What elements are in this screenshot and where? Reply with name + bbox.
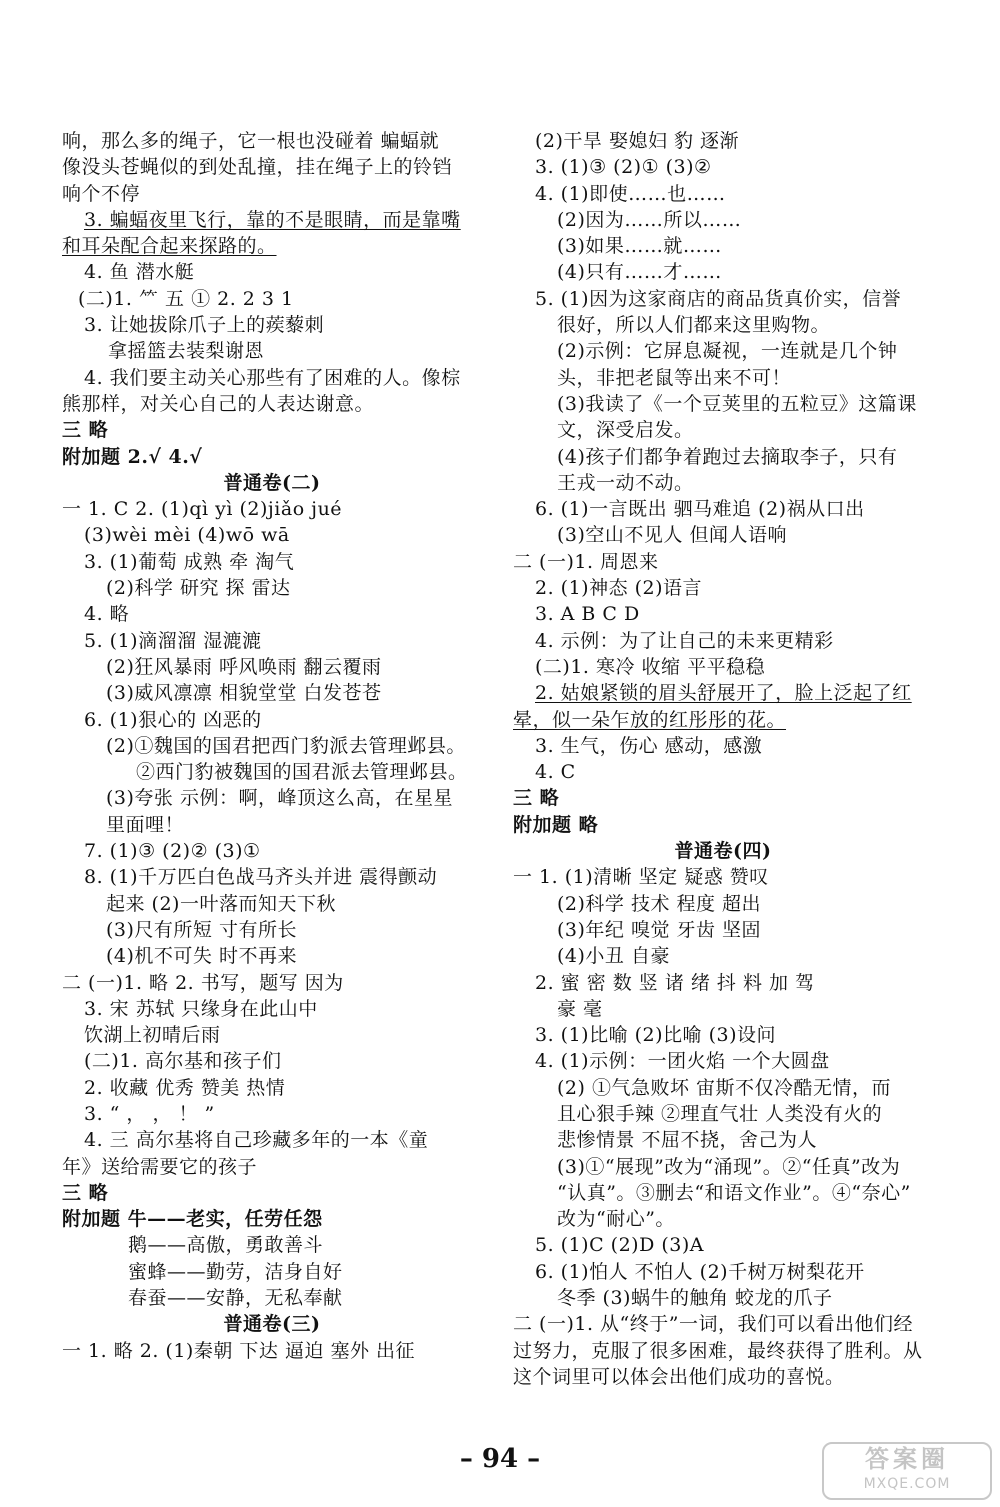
- answer-text: 改为“耐心”。: [557, 1208, 675, 1231]
- answer-text: (二)1. 高尔基和孩子们: [84, 1050, 282, 1073]
- answer-text: 3. “ ， ， ！ ”: [84, 1102, 215, 1125]
- answer-line: [513, 680, 933, 706]
- answer-line: [62, 1180, 482, 1206]
- answer-line: [513, 522, 933, 548]
- answer-text: (4)机不可失 时不再来: [106, 945, 297, 968]
- answer-text: (3)威风凛凛 相貌堂堂 白发苍苍: [106, 682, 382, 705]
- answer-text: 拿摇篮去装梨谢恩: [108, 340, 265, 363]
- answer-line: [513, 1232, 933, 1258]
- answer-text: (2)科学 研究 探 雷达: [106, 577, 291, 600]
- answer-line: [62, 654, 482, 680]
- answer-line: [513, 1127, 933, 1153]
- answer-text: 附加题 牛——老实，任劳任怨: [62, 1208, 323, 1231]
- answer-line: [513, 496, 933, 522]
- answer-text: (4)小丑 自豪: [557, 945, 670, 968]
- answer-line: [513, 1075, 933, 1101]
- answer-text: 悲惨情景 不屈不挠，舍己为人: [557, 1129, 818, 1152]
- answer-text: (2)狂风暴雨 呼风唤雨 翻云覆雨: [106, 655, 382, 678]
- answer-text: 三 略: [513, 787, 560, 810]
- answer-text: 年》送给需要它的孩子: [62, 1155, 258, 1178]
- answer-line: [513, 338, 933, 364]
- answer-line: [513, 128, 933, 154]
- answer-line: [62, 970, 482, 996]
- answer-line: [513, 1154, 933, 1180]
- answer-text: 4. C: [535, 761, 576, 784]
- answer-text: 4. 我们要主动关心那些有了困难的人。像棕: [84, 366, 461, 389]
- answer-text: 二 (一)1. 略 2. 书写，题写 因为: [62, 971, 344, 994]
- answer-text: (2)科学 技术 程度 超出: [557, 892, 762, 915]
- answer-line: [62, 181, 482, 207]
- answer-line: [62, 312, 482, 338]
- answer-text: 鹅——高傲，勇敢善斗: [128, 1234, 324, 1257]
- answer-line: [62, 707, 482, 733]
- answer-text: 4. 示例：为了让自己的未来更精彩: [535, 629, 834, 652]
- answer-line: [513, 707, 933, 733]
- answer-line: [62, 522, 482, 548]
- answer-text: (2)示例：它屏息凝视，一连就是几个钟: [557, 340, 898, 363]
- answer-text: 5. (1)滴溜溜 湿漉漉: [84, 629, 262, 652]
- answer-line: [62, 417, 482, 443]
- answer-line: [62, 812, 482, 838]
- answer-text: 三 略: [62, 419, 109, 442]
- answer-line: [62, 259, 482, 285]
- answer-text: 饮湖上初晴后雨: [84, 1024, 221, 1047]
- answer-text: 像没头苍蝇似的到处乱撞，挂在绳子上的铃铛: [62, 156, 453, 179]
- answer-line: [62, 785, 482, 811]
- answer-text: 二 (一)1. 从“终于”一词，我们可以看出他们经: [513, 1313, 913, 1336]
- answer-line: [62, 1075, 482, 1101]
- answer-text: (二)1. 寒冷 收缩 平平稳稳: [535, 655, 766, 678]
- section-heading: [62, 470, 482, 496]
- answer-line: [513, 864, 933, 890]
- answer-text: (4)只有……才……: [557, 261, 722, 284]
- answer-line: [513, 1338, 933, 1364]
- answer-line: [62, 575, 482, 601]
- answer-text: 很好，所以人们都来这里购物。: [557, 314, 831, 337]
- left-answer-column: [62, 128, 482, 1364]
- answer-text: “认真”。③删去“和语文作业”。④“奈心”: [557, 1181, 911, 1204]
- answer-line: [62, 943, 482, 969]
- answer-line: [513, 470, 933, 496]
- answer-text: 熊那样，对关心自己的人表达谢意。: [62, 392, 375, 415]
- answer-line: [513, 996, 933, 1022]
- answer-line: [62, 1206, 482, 1232]
- answer-line: [62, 444, 482, 470]
- answer-line: [62, 917, 482, 943]
- answer-text: 文，深受启发。: [557, 419, 694, 442]
- section-heading-text: 普通卷(三): [223, 1313, 321, 1336]
- answer-text: 附加题 略: [513, 813, 599, 836]
- answer-text: 3. (1)比喻 (2)比喻 (3)设问: [535, 1024, 776, 1047]
- answer-text: (4)孩子们都争着跑过去摘取李子，只有: [557, 445, 898, 468]
- answer-text: (2) ①气急败坏 宙斯不仅冷酷无情，而: [557, 1076, 891, 1099]
- answer-line: [62, 1127, 482, 1153]
- answer-text: 6. (1)狠心的 凶恶的: [84, 708, 262, 731]
- answer-text: 附加题 2.√ 4.√: [62, 445, 203, 468]
- answer-line: [62, 628, 482, 654]
- answer-line: [513, 1259, 933, 1285]
- section-heading: [513, 838, 933, 864]
- answer-line: [513, 628, 933, 654]
- answer-text: 4. (1)即使……也……: [535, 182, 726, 205]
- answer-text: 二 (一)1. 周恩来: [513, 550, 659, 573]
- answer-line: [513, 391, 933, 417]
- answer-text: (3)年纪 嗅觉 牙齿 坚固: [557, 918, 762, 941]
- answer-text: (3)夸张 示例：啊，峰顶这么高，在星星: [106, 787, 453, 810]
- answer-line: [513, 1206, 933, 1232]
- answer-line: [62, 680, 482, 706]
- answer-line: [513, 601, 933, 627]
- answer-line: [513, 943, 933, 969]
- answer-text: ②西门豹被魏国的国君派去管理邺县。: [136, 761, 468, 784]
- answer-line: [62, 549, 482, 575]
- answer-line: [62, 338, 482, 364]
- answer-text: 3. 宋 苏轼 只缘身在此山中: [84, 997, 318, 1020]
- answer-text: 一 1. (1)清晰 坚定 疑惑 赞叹: [513, 866, 769, 889]
- answer-text: 3. (1)葡萄 成熟 牵 淘气: [84, 550, 295, 573]
- answer-line: [513, 759, 933, 785]
- answer-text: 响个不停: [62, 182, 141, 205]
- answer-text: (3)①“展现”改为“涌现”。②“任真”改为: [557, 1155, 901, 1178]
- answer-line: [513, 154, 933, 180]
- answer-line: [513, 1311, 933, 1337]
- answer-line: [513, 207, 933, 233]
- answer-line: [513, 286, 933, 312]
- answer-text: 晕，似一朵乍放的红彤彤的花。: [513, 708, 787, 731]
- section-heading: [62, 1311, 482, 1337]
- answer-text: (3)如果……就……: [557, 235, 722, 258]
- answer-line: [513, 1022, 933, 1048]
- answer-text: 3. (1)③ (2)① (3)②: [535, 156, 712, 179]
- answer-text: 2. 蜜 密 数 竖 诸 绪 抖 料 加 驾: [535, 971, 815, 994]
- answer-text: 3. A B C D: [535, 603, 640, 626]
- answer-text: (3)我读了《一个豆荚里的五粒豆》这篇课: [557, 392, 917, 415]
- answer-line: [513, 312, 933, 338]
- answer-text: 三 略: [62, 1181, 109, 1204]
- answer-line: [62, 838, 482, 864]
- answer-text: 6. (1)怕人 不怕人 (2)千树万树梨花开: [535, 1260, 865, 1283]
- answer-text: 2. 收藏 优秀 赞美 热情: [84, 1076, 286, 1099]
- answer-line: [62, 864, 482, 890]
- answer-line: [62, 601, 482, 627]
- section-heading-text: 普通卷(二): [223, 471, 321, 494]
- answer-line: [513, 970, 933, 996]
- answer-line: [513, 444, 933, 470]
- answer-line: [62, 154, 482, 180]
- answer-text: 4. 三 高尔基将自己珍藏多年的一本《童: [84, 1129, 429, 1152]
- page-number: – 94 –: [459, 1444, 541, 1474]
- answer-text: 过努力，克服了很多困难，最终获得了胜利。从: [513, 1339, 923, 1362]
- answer-line: [62, 1338, 482, 1364]
- answer-line: [513, 417, 933, 443]
- answer-text: 和耳朵配合起来探路的。: [62, 235, 277, 258]
- watermark-title: 答案圈: [865, 1445, 949, 1473]
- answer-line: [513, 181, 933, 207]
- answer-text: 响，那么多的绳子，它一根也没碰着 蝙蝠就: [62, 130, 440, 152]
- answer-text: 6. (1)一言既出 驷马难追 (2)祸从口出: [535, 498, 865, 521]
- answer-line: [62, 891, 482, 917]
- answer-text: 一 1. C 2. (1)qì yì (2)jiǎo jué: [62, 498, 343, 521]
- answer-text: 5. (1)C (2)D (3)A: [535, 1234, 704, 1257]
- answer-line: [62, 286, 482, 312]
- answer-line: [513, 1101, 933, 1127]
- answer-line: [62, 759, 482, 785]
- answer-line: [62, 1022, 482, 1048]
- answer-text: 冬季 (3)蜗牛的触角 蛟龙的爪子: [557, 1287, 833, 1310]
- answer-line: [513, 1364, 933, 1390]
- answer-text: 这个词里可以体会出他们成功的喜悦。: [513, 1365, 845, 1388]
- answer-line: [62, 733, 482, 759]
- answer-text: (2)①魏国的国君把西门豹派去管理邺县。: [106, 734, 466, 757]
- answer-line: [513, 917, 933, 943]
- answer-text: 王戎一动不动。: [557, 471, 694, 494]
- answer-line: [513, 1180, 933, 1206]
- answer-line: [513, 733, 933, 759]
- answer-text: 4. 鱼 潜水艇: [84, 261, 195, 284]
- answer-line: [62, 128, 482, 154]
- answer-line: [513, 1285, 933, 1311]
- answer-line: [62, 1101, 482, 1127]
- answer-line: [62, 1048, 482, 1074]
- watermark-url: MXQE.COM: [863, 1476, 951, 1492]
- answer-line: [62, 233, 482, 259]
- answer-line: [62, 1259, 482, 1285]
- answer-line: [513, 575, 933, 601]
- answer-text: 3. 让她拔除爪子上的蒺藜刺: [84, 314, 325, 337]
- answer-line: [62, 207, 482, 233]
- answer-text: 3. 生气，伤心 感动，感激: [535, 734, 763, 757]
- answer-text: 2. (1)神态 (2)语言: [535, 577, 703, 600]
- section-heading-text: 普通卷(四): [674, 840, 772, 863]
- answer-line: [62, 365, 482, 391]
- answer-line: [513, 549, 933, 575]
- answer-line: [62, 996, 482, 1022]
- answer-text: (3)尺有所短 寸有所长: [106, 918, 297, 941]
- answer-text: 4. (1)示例：一团火焰 一个大圆盘: [535, 1050, 830, 1073]
- answer-text: 头，非把老鼠等出来不可！: [557, 366, 792, 389]
- answer-text: 8. (1)千万匹白色战马齐头并进 震得颤动: [84, 866, 438, 889]
- answer-text: (3)wèi mèi (4)wō wā: [84, 524, 290, 547]
- answer-text: (3)空山不见人 但闻人语响: [557, 524, 787, 547]
- answer-text: 蜜蜂——勤劳，洁身自好: [128, 1260, 343, 1283]
- answer-line: [62, 496, 482, 522]
- answer-line: [62, 1154, 482, 1180]
- answer-text: 5. (1)因为这家商店的商品货真价实，信誉: [535, 287, 902, 310]
- answer-text: 一 1. 略 2. (1)秦朝 下达 逼迫 塞外 出征: [62, 1339, 415, 1362]
- answer-text: 且心狠手辣 ②理直气壮 人类没有火的: [557, 1102, 883, 1125]
- answer-line: [513, 1048, 933, 1074]
- answer-line: [513, 654, 933, 680]
- answer-line: [62, 1285, 482, 1311]
- answer-line: [62, 391, 482, 417]
- answer-text: 起来 (2)一叶落而知天下秋: [106, 892, 336, 915]
- answer-text: (2)干旱 娶媳妇 豹 逐渐: [535, 130, 740, 152]
- answer-text: (二)1. ⺮ 五 ① 2. 2 3 1: [78, 287, 294, 310]
- answer-text: 7. (1)③ (2)② (3)①: [84, 840, 261, 863]
- answer-text: 4. 略: [84, 603, 130, 626]
- answer-line: [62, 1232, 482, 1258]
- answer-line: [513, 785, 933, 811]
- answer-text: (2)因为……所以……: [557, 208, 742, 231]
- answer-line: [513, 891, 933, 917]
- answer-line: [513, 365, 933, 391]
- answer-line: [513, 259, 933, 285]
- answer-text: 2. 姑娘紧锁的眉头舒展开了，脸上泛起了红: [535, 682, 912, 705]
- answer-text: 豪 毫: [557, 997, 603, 1020]
- answer-text: 3. 蝙蝠夜里飞行，靠的不是眼睛，而是靠嘴: [84, 208, 461, 231]
- answer-line: [513, 812, 933, 838]
- right-answer-column: [513, 128, 933, 1390]
- watermark-logo: [822, 1442, 992, 1500]
- answer-text: 里面哩！: [106, 813, 185, 836]
- answer-text: 春蚕——安静，无私奉献: [128, 1287, 343, 1310]
- answer-line: [513, 233, 933, 259]
